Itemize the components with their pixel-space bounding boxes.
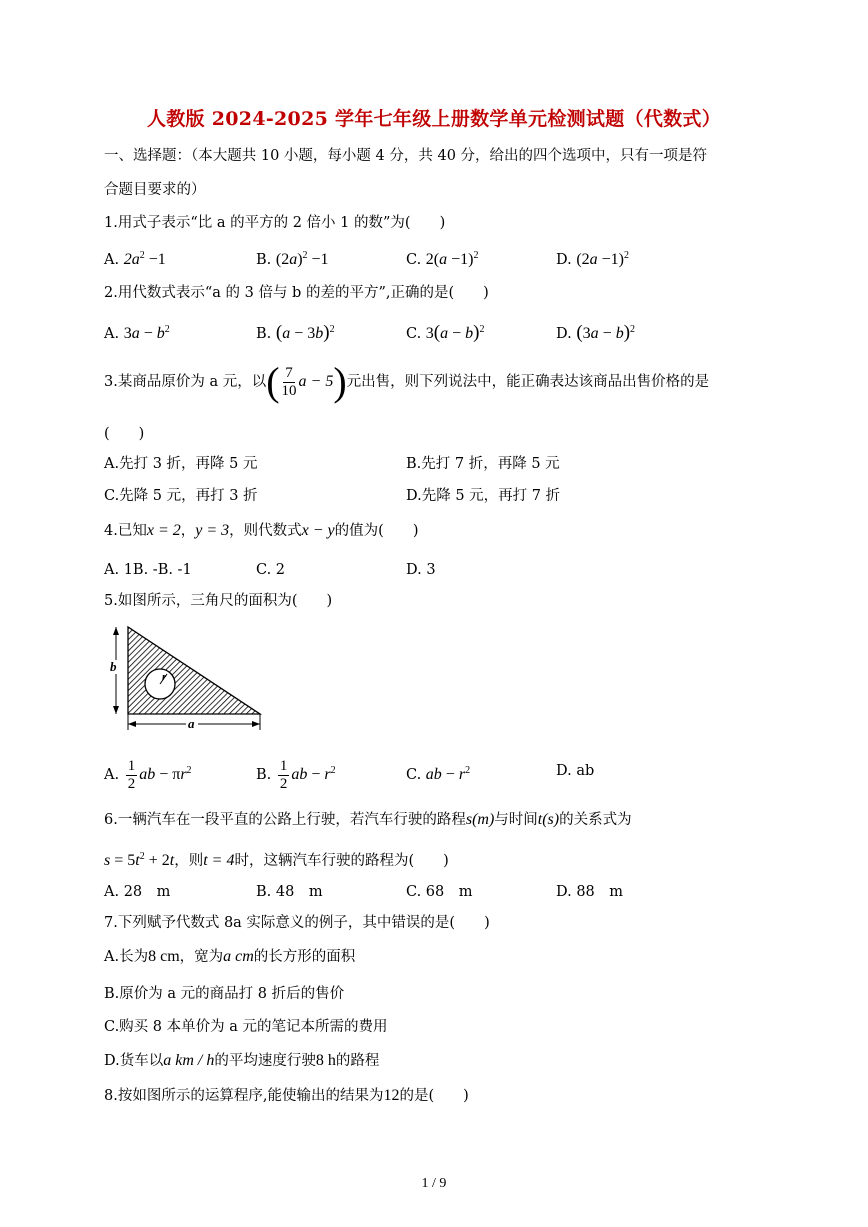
page-number: 1 / 9 (421, 1176, 447, 1191)
q5-option-a: A. $\frac{1}{2}$ ab − $\pi r^2$ (104, 757, 192, 792)
q1-option-c: C. $2(a -1)^2$ (406, 250, 479, 268)
q4-option-d: D. 3 (406, 562, 436, 578)
q1-option-b: B. $(2a)^2 -1$ (256, 250, 329, 268)
q2-option-a: A. $3a - b^2$ (104, 324, 170, 342)
q8-stem: 8.按如图所示的运算程序,能使输出的结果为12的是( ) (104, 1087, 469, 1104)
fig-label-r: r (162, 671, 167, 683)
page-title: 人教版 2024-2025 学年七年级上册数学单元检测试题（代数式） (146, 108, 722, 130)
q5-option-b: B. $\frac{1}{2}$ ab − $r^2$ (256, 757, 336, 792)
q6-option-d: D. 88 m (556, 884, 624, 900)
q3-option-b: B.先打 7 折，再降 5 元 (406, 456, 560, 472)
q6-option-b: B. 48 m (256, 884, 323, 900)
q6-option-c: C. 68 m (406, 884, 473, 900)
q6-stem-line1: 6.一辆汽车在一段平直的公路上行驶，若汽车行驶的路程s(m)与时间t(s)的关系式为 (104, 811, 632, 828)
q4-stem: 4.已知x = 2，y = 3，则代数式x − y的值为( ) (104, 522, 419, 539)
q7-option-a: A.长为8 cm，宽为a cm的长方形的面积 (104, 948, 356, 965)
q7-option-c: C.购买 8 本单价为 a 元的笔记本所需的费用 (104, 1019, 388, 1035)
q5-stem: 5.如图所示，三角尺的面积为( ) (104, 593, 333, 609)
q3-option-d: D.先降 5 元，再打 7 折 (406, 488, 561, 504)
q6-option-a: A. 28 m (104, 884, 171, 900)
q2-stem: 2.用代数式表示“a 的 3 倍与 b 的差的平方”,正确的是( ) (104, 285, 489, 301)
q7-stem: 7.下列赋予代数式 8a 实际意义的例子，其中错误的是( ) (104, 915, 490, 931)
q2-option-d: D. $(3a - b)^2$ (556, 322, 636, 343)
section-instructions-line2: 合题目要求的） (104, 182, 206, 198)
q5-option-c: C. ab − $r^2$ (406, 765, 471, 783)
q7-option-b: B.原价为 a 元的商品打 8 折后的售价 (104, 986, 345, 1002)
q5-option-d: D. ab (556, 763, 595, 779)
q7-option-d: D.货车以a km / h的平均速度行驶8 h的路程 (104, 1052, 380, 1069)
fig-label-b: b (110, 659, 117, 674)
q6-stem-line2: $s = 5t^2 + 2t$，则t = 4时，这辆汽车行驶的路程为( ) (104, 851, 449, 869)
q3-option-a: A.先打 3 折，再降 5 元 (104, 456, 258, 472)
q1-option-a: A. $2a^2 -1$ (104, 250, 166, 268)
q1-option-d: D. $(2a -1)^2$ (556, 250, 630, 268)
section-instructions-line1: 一、选择题：（本大题共 10 小题，每小题 4 分，共 40 分，给出的四个选项中，只有一项是符 (104, 148, 708, 164)
q3-stem: 3.某商品原价为 a 元，以( $\frac{7}{10}$ a − 5)元出售，则下列说法中，能正确表达该商品出售价格的是 (104, 359, 710, 404)
q3-answer-paren: ( ) (104, 426, 145, 442)
q2-option-c: C. $3(a - b)^2$ (406, 322, 485, 343)
triangle-ruler-figure (100, 622, 270, 734)
q4-option-a: A. 1B. -B. -1 (104, 562, 192, 578)
q4-option-c: C. 2 (256, 562, 286, 578)
q1-stem: 1.用式子表示“比 a 的平方的 2 倍小 1 的数”为( ) (104, 215, 446, 231)
q3-option-c: C.先降 5 元，再打 3 折 (104, 488, 258, 504)
fig-label-a: a (188, 716, 195, 731)
q2-option-b: B. $(a - 3b)^2$ (256, 322, 335, 343)
